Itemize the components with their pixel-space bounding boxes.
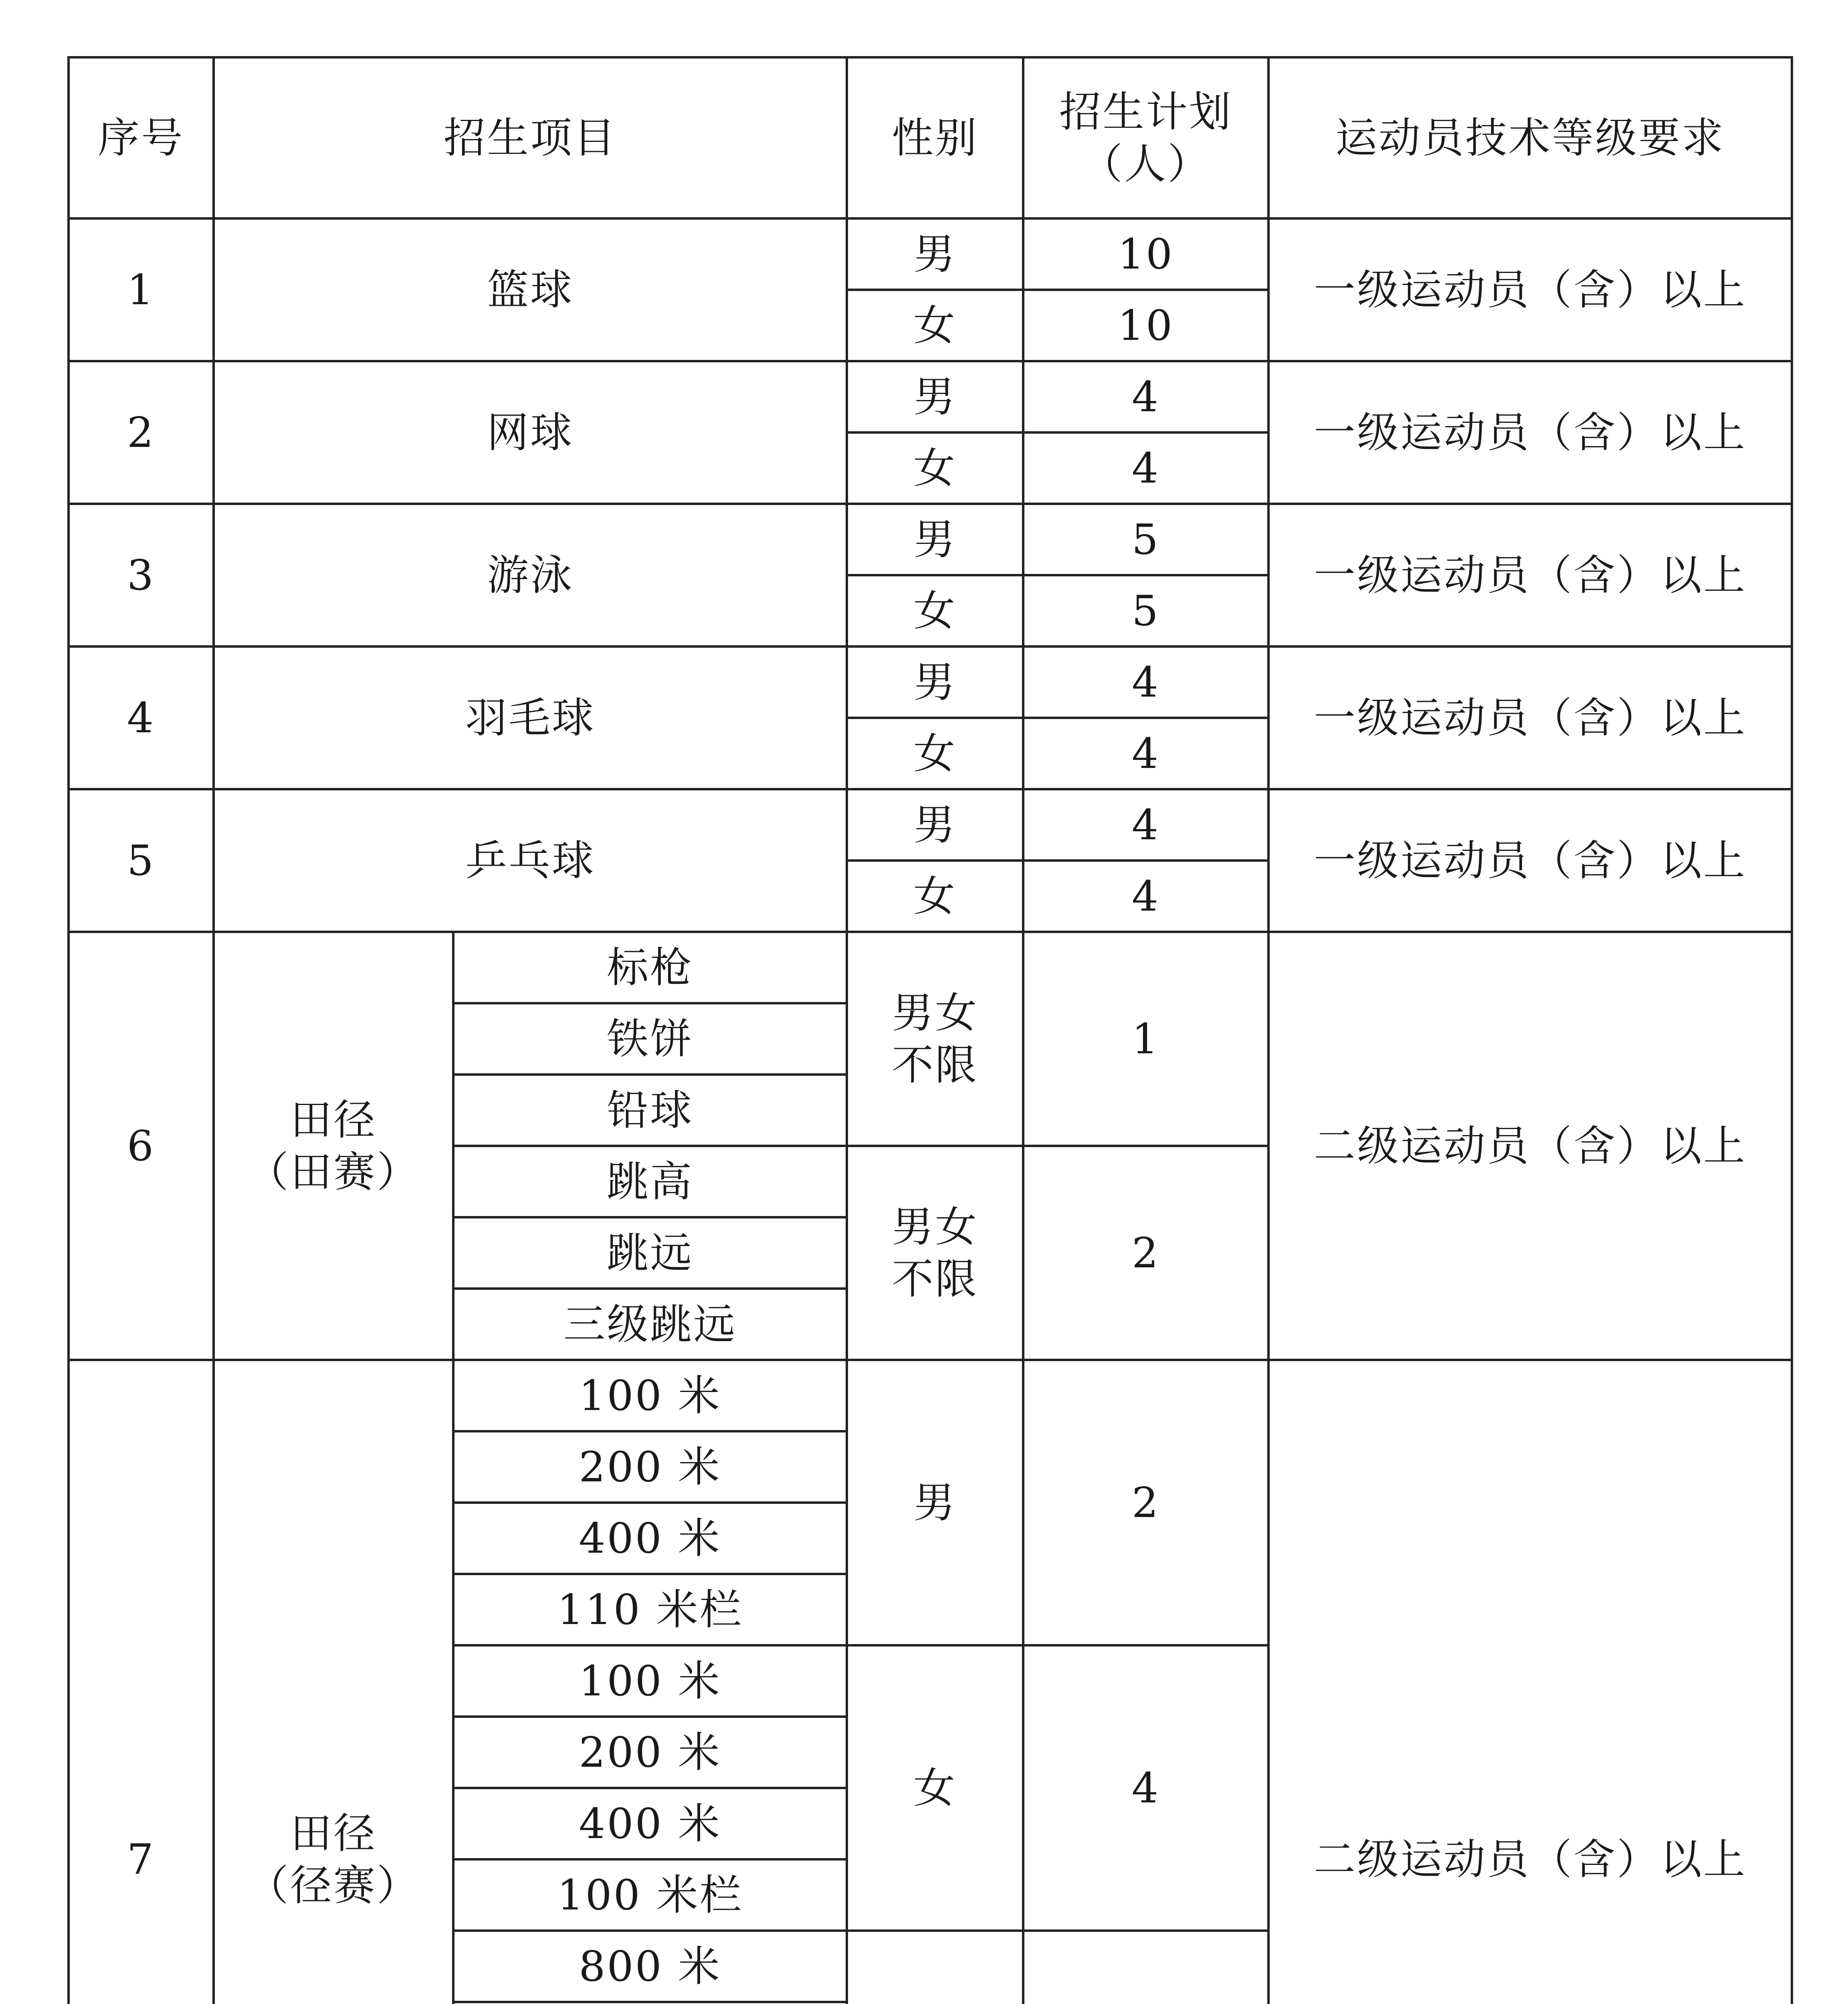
level-requirement: 一级运动员（含）以上	[1268, 504, 1792, 646]
header-event: 招生项目	[214, 57, 847, 218]
sub-event: 110 米栏	[453, 1574, 847, 1645]
gender-female: 女	[847, 718, 1023, 789]
plan-count: 1	[1023, 932, 1268, 1146]
sub-event: 标枪	[453, 932, 847, 1003]
plan-male: 4	[1023, 789, 1268, 861]
sub-event: 铁饼	[453, 1003, 847, 1075]
sub-event: 200 米	[453, 1431, 847, 1503]
gender-male: 男	[847, 361, 1023, 432]
sub-event	[453, 2002, 847, 2004]
table-row	[69, 1360, 1792, 1431]
level-requirement: 一级运动员（含）以上	[1268, 646, 1792, 789]
plan-male: 5	[1023, 504, 1268, 575]
gender-any-line2: 不限	[892, 1255, 979, 1303]
table-row	[69, 361, 1792, 432]
gender-any-line1: 男女	[892, 1202, 979, 1251]
category-subname: （田赛）	[246, 1147, 420, 1196]
row-event: 篮球	[214, 218, 847, 361]
category-name: 田径	[290, 1095, 377, 1144]
category-subname: （径赛）	[246, 1861, 420, 1910]
gender-female: 女	[847, 861, 1023, 932]
plan-female: 10	[1023, 290, 1268, 361]
sub-event: 400 米	[453, 1503, 847, 1574]
sub-event: 800 米	[453, 1931, 847, 2002]
table-row	[69, 504, 1792, 575]
sub-event: 铅球	[453, 1075, 847, 1146]
gender-any-line1: 男女	[892, 988, 979, 1037]
row-index: 6	[69, 932, 214, 1360]
gender-any	[847, 932, 1023, 1146]
header-row	[69, 57, 1792, 218]
level-requirement: 一级运动员（含）以上	[1268, 218, 1792, 361]
gender-male: 男	[847, 218, 1023, 290]
plan-male: 10	[1023, 218, 1268, 290]
level-requirement: 二级运动员（含）以上	[1268, 1360, 1792, 2004]
plan-female: 4	[1023, 432, 1268, 504]
gender-female: 女	[847, 432, 1023, 504]
row-index: 1	[69, 218, 214, 361]
header-plan-line1: 招生计划	[1059, 87, 1233, 136]
plan-male: 4	[1023, 361, 1268, 432]
header-index: 序号	[69, 57, 214, 218]
gender-any	[847, 1931, 1023, 2004]
row-index: 7	[69, 1360, 214, 2004]
row-index: 4	[69, 646, 214, 789]
level-requirement: 二级运动员（含）以上	[1268, 932, 1792, 1360]
level-requirement: 一级运动员（含）以上	[1268, 361, 1792, 504]
header-plan	[1023, 57, 1268, 218]
sub-event: 三级跳远	[453, 1289, 847, 1360]
row-event: 游泳	[214, 504, 847, 646]
gender-male: 男	[847, 789, 1023, 861]
row-index: 5	[69, 789, 214, 932]
plan-female: 4	[1023, 718, 1268, 789]
plan-female: 4	[1023, 861, 1268, 932]
gender-any	[847, 1146, 1023, 1360]
admissions-table	[67, 56, 1793, 2004]
row-event-category	[214, 932, 453, 1360]
sub-event: 400 米	[453, 1788, 847, 1859]
gender-any-line2: 不限	[892, 1040, 979, 1089]
gender-male: 男	[847, 646, 1023, 718]
gender-female: 女	[847, 575, 1023, 646]
sub-event: 100 米	[453, 1645, 847, 1717]
plan-female: 5	[1023, 575, 1268, 646]
gender-female: 女	[847, 1645, 1023, 1931]
sub-event: 跳高	[453, 1146, 847, 1217]
sub-event: 跳远	[453, 1217, 847, 1289]
gender-male: 男	[847, 1360, 1023, 1645]
row-index: 2	[69, 361, 214, 504]
level-requirement: 一级运动员（含）以上	[1268, 789, 1792, 932]
gender-female: 女	[847, 290, 1023, 361]
table-row	[69, 789, 1792, 861]
table-row	[69, 218, 1792, 290]
row-index: 3	[69, 504, 214, 646]
plan-count: 2	[1023, 1360, 1268, 1645]
table-row	[69, 646, 1792, 718]
sub-event: 100 米	[453, 1360, 847, 1431]
sub-event: 200 米	[453, 1717, 847, 1788]
plan-count: 4	[1023, 1645, 1268, 1931]
header-level: 运动员技术等级要求	[1268, 57, 1792, 218]
plan-count: 2	[1023, 1146, 1268, 1360]
row-event: 网球	[214, 361, 847, 504]
plan-male: 4	[1023, 646, 1268, 718]
header-plan-line2: （人）	[1081, 139, 1211, 188]
sub-event: 100 米栏	[453, 1859, 847, 1931]
header-gender: 性别	[847, 57, 1023, 218]
table-row	[69, 932, 1792, 1003]
row-event: 乒乓球	[214, 789, 847, 932]
row-event: 羽毛球	[214, 646, 847, 789]
category-name: 田径	[290, 1809, 377, 1858]
plan-count	[1023, 1931, 1268, 2004]
row-event-category	[214, 1360, 453, 2004]
gender-male: 男	[847, 504, 1023, 575]
